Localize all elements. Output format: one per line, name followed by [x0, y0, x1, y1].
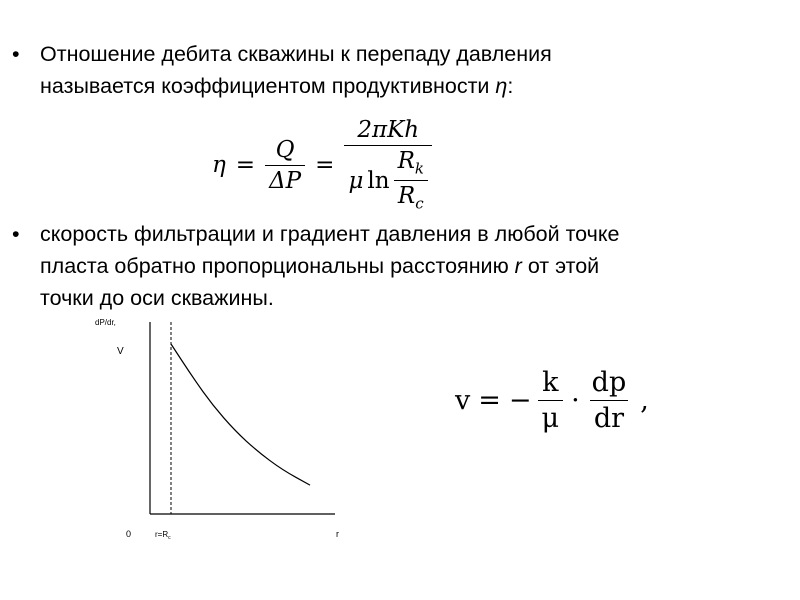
denominator-dp: ΔP [265, 165, 305, 194]
decay-curve [171, 344, 310, 485]
bullet-marker: • [12, 222, 20, 246]
ln-symbol: ln [367, 167, 390, 194]
minus-sign: − [508, 384, 532, 416]
rk-letter: R [397, 148, 415, 175]
rk-subscript: k [414, 160, 424, 178]
rc-subscript: c [415, 194, 424, 213]
comma: , [640, 384, 649, 416]
numerator-dp: dp [591, 366, 627, 398]
denominator-mu: μ [538, 400, 564, 434]
bullet-1-line-1: Отношение дебита скважины к перепаду давления [40, 42, 552, 66]
bullet-2-line-1: скорость фильтрации и градиент давления в любой точке [40, 222, 620, 246]
rc-label-text: r=R [155, 530, 169, 539]
equals-sign-1: = [235, 152, 256, 178]
mu-symbol: μ [348, 167, 364, 194]
fraction-dp-dr [588, 367, 631, 434]
bullet-2-line-3: точки до оси скважины. [40, 286, 274, 310]
origin-label: 0 [126, 529, 132, 539]
rc-letter: R [397, 183, 416, 209]
bullet-1-line-2-text: называется коэффициентом продуктивности [40, 74, 496, 98]
bullet-1-colon: : [507, 74, 514, 98]
eta-symbol-formula: η [212, 152, 226, 178]
darcy-velocity-formula [455, 355, 649, 445]
v-symbol: v [455, 384, 471, 416]
y-axis-label-v: V [117, 346, 124, 357]
rc-label [155, 530, 171, 541]
numerator-2pikh: 2πKh [357, 117, 420, 144]
y-axis-label-dp-dr: dP/dr, [95, 318, 116, 327]
bullet-marker: • [12, 42, 20, 66]
denominator-dr: dr [590, 400, 628, 434]
r-symbol: r [514, 254, 522, 278]
r-axis-label: r [336, 529, 339, 539]
equals-sign-2: = [315, 152, 335, 178]
equals-sign-3: = [478, 384, 501, 416]
fraction-k-mu [538, 367, 564, 434]
eta-symbol: η [495, 74, 508, 98]
dot-operator: · [571, 384, 580, 416]
bullet-2-line-2-text: пласта обратно пропорциональны расстоянию [40, 254, 515, 278]
numerator-q: Q [275, 136, 295, 163]
rc-label-sub: c [168, 535, 171, 541]
numerator-k: k [542, 366, 559, 398]
bullet-2-line-2-suffix: от этой [521, 254, 600, 278]
